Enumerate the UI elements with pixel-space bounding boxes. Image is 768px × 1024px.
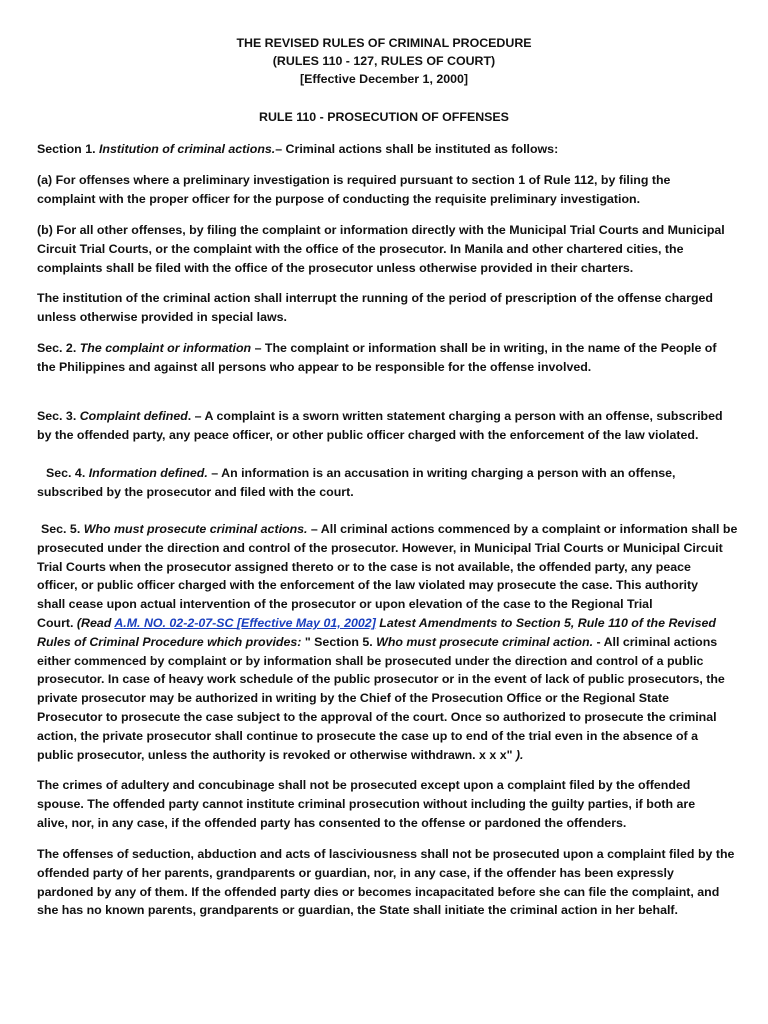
text-line: officer, or public officer charged with the enforcement of the law violated may prosecute the case. This authority [37, 578, 698, 593]
text-line: spouse. The offended party cannot institute criminal prosecution without including the guilty parties, if both are [37, 796, 696, 811]
section-text: . – A complaint is a sworn written statement charging a person with an offense, subscribed [187, 409, 723, 423]
text-segment: public prosecutor, unless the authority is revoked or otherwise withdrawn. x x x" [37, 747, 516, 762]
text-segment: (Read [76, 615, 115, 630]
rule-title: RULE 110 - PROSECUTION OF OFFENSES [259, 110, 509, 124]
text-line: alive, nor, in any case, if the offended party has consented to the offense or pardoned the offenders. [37, 815, 627, 830]
section-text: – The complaint or information shall be in writing, in the name of the People of [251, 341, 717, 355]
section-text: – All criminal actions commenced by a complaint or information shall be [307, 522, 738, 536]
text-line: pardoned by any of them. If the offended party dies or becomes incapacitated before she can file the complaint, and [37, 884, 720, 899]
section-4 [37, 464, 737, 502]
text-line: The offenses of seduction, abduction and acts of lasciviousness shall not be prosecuted upon a complaint filed by the [37, 847, 735, 861]
paragraph-seduction [37, 845, 737, 920]
text-line: complaint with the proper officer for the purpose of conducting the requisite preliminary investigation. [37, 191, 641, 206]
section-title: Complaint defined [79, 409, 188, 423]
section-title: Information defined. [88, 466, 208, 480]
amendment-link[interactable]: A.M. NO. 02-2-07-SC [114, 615, 234, 630]
text-line: The crimes of adultery and concubinage shall not be prosecuted except upon a complaint filed by the offended [37, 778, 691, 792]
text-line: (a) For offenses where a preliminary investigation is required pursuant to section 1 of Rule 112, by filing the [37, 173, 671, 187]
section-2 [37, 339, 737, 377]
section-label: Sec. 4. [46, 466, 89, 480]
section-3 [37, 407, 737, 445]
text-line: (b) For all other offenses, by filing the complaint or information directly with the Municipal Trial Courts and Municipal [37, 223, 725, 237]
section-text: – An information is an accusation in writing charging a person with an offense, [207, 466, 676, 480]
text-line: Trial Courts when the prosecutor assigned thereto or to the case is not available, the offended party, any peace [37, 559, 691, 574]
text-segment: ). [515, 747, 524, 762]
section-title: Institution of criminal actions. [98, 142, 276, 156]
text-line: the Philippines and against all persons who appear to be responsible for the offense involved. [37, 359, 592, 374]
effective-date: [Effective December 1, 2000] [299, 72, 469, 86]
text-segment: - All criminal actions [593, 634, 718, 649]
section-label: Section 1. [37, 142, 99, 156]
section-5 [37, 520, 737, 764]
paragraph-adultery [37, 776, 737, 832]
text-line: unless otherwise provided in special laws. [37, 309, 287, 324]
text-line: action, the private prosecutor shall continue to prosecute the case up to end of the trial even in the absence of a [37, 728, 698, 743]
section-label: Sec. 2. [37, 341, 80, 355]
text-line: she has no known parents, grandparents or guardian, the State shall initiate the criminal action in her behalf. [37, 903, 678, 918]
section-title: Who must prosecute criminal actions. [83, 522, 308, 536]
text-line: shall cease upon actual intervention of the prosecutor or upon elevation of the case to the Regional Trial [37, 597, 653, 612]
text-line: prosecutor. In case of heavy work schedule of the public prosecutor or in the event of lack of public prosecutors, the [37, 672, 725, 687]
text-line: prosecuted under the direction and control of the prosecutor. However, in Municipal Trial Courts or Municipal Circuit [37, 540, 723, 555]
document-title: THE REVISED RULES OF CRIMINAL PROCEDURE [236, 36, 532, 50]
text-line: private prosecutor may be authorized in writing by the Chief of the Prosecution Office or the Regional State [37, 691, 670, 706]
section-1 [37, 140, 737, 159]
document-subtitle: (RULES 110 - 127, RULES OF COURT) [272, 54, 496, 68]
paragraph-b [37, 221, 737, 277]
text-line: Prosecutor to prosecute the case subject to the approval of the court. Once so authorized to prosecute the criminal [37, 709, 717, 724]
text-line: Circuit Trial Courts, or the complaint with the office of the prosecutor. In Manila and other chartered cities, the [37, 241, 684, 256]
section-title: The complaint or information [79, 341, 252, 355]
text-line: complaints shall be filed with the office of the prosecutor unless otherwise provided in their charters. [37, 260, 634, 275]
paragraph-institution [37, 289, 737, 327]
text-line: The institution of the criminal action shall interrupt the running of the period of prescription of the offense charged [37, 291, 714, 305]
effective-date-link[interactable]: [Effective May 01, 2002] [236, 615, 376, 630]
section-label: Sec. 5. [41, 522, 84, 536]
paragraph-a [37, 171, 737, 209]
text-segment: Rules of Criminal Procedure which provides: [37, 634, 305, 649]
text-line: subscribed by the prosecutor and filed with the court. [37, 484, 354, 499]
section-text: – Criminal actions shall be instituted as follows: [275, 142, 559, 156]
text-segment: Court. [37, 615, 77, 630]
text-segment: " Section 5. [304, 634, 377, 649]
text-segment: Who must prosecute criminal action. [376, 634, 594, 649]
text-line: either commenced by complaint or by information shall be prosecuted under the direction and control of a public [37, 653, 704, 668]
text-segment: Latest Amendments to Section 5, Rule 110 of the Revised [375, 615, 716, 630]
section-label: Sec. 3. [37, 409, 80, 423]
text-line: by the offended party, any peace officer, or other public officer charged with the enforcement of the law violated. [37, 427, 699, 442]
text-line: offended party of her parents, grandparents or guardian, nor, in any case, if the offender has been expressly [37, 865, 674, 880]
